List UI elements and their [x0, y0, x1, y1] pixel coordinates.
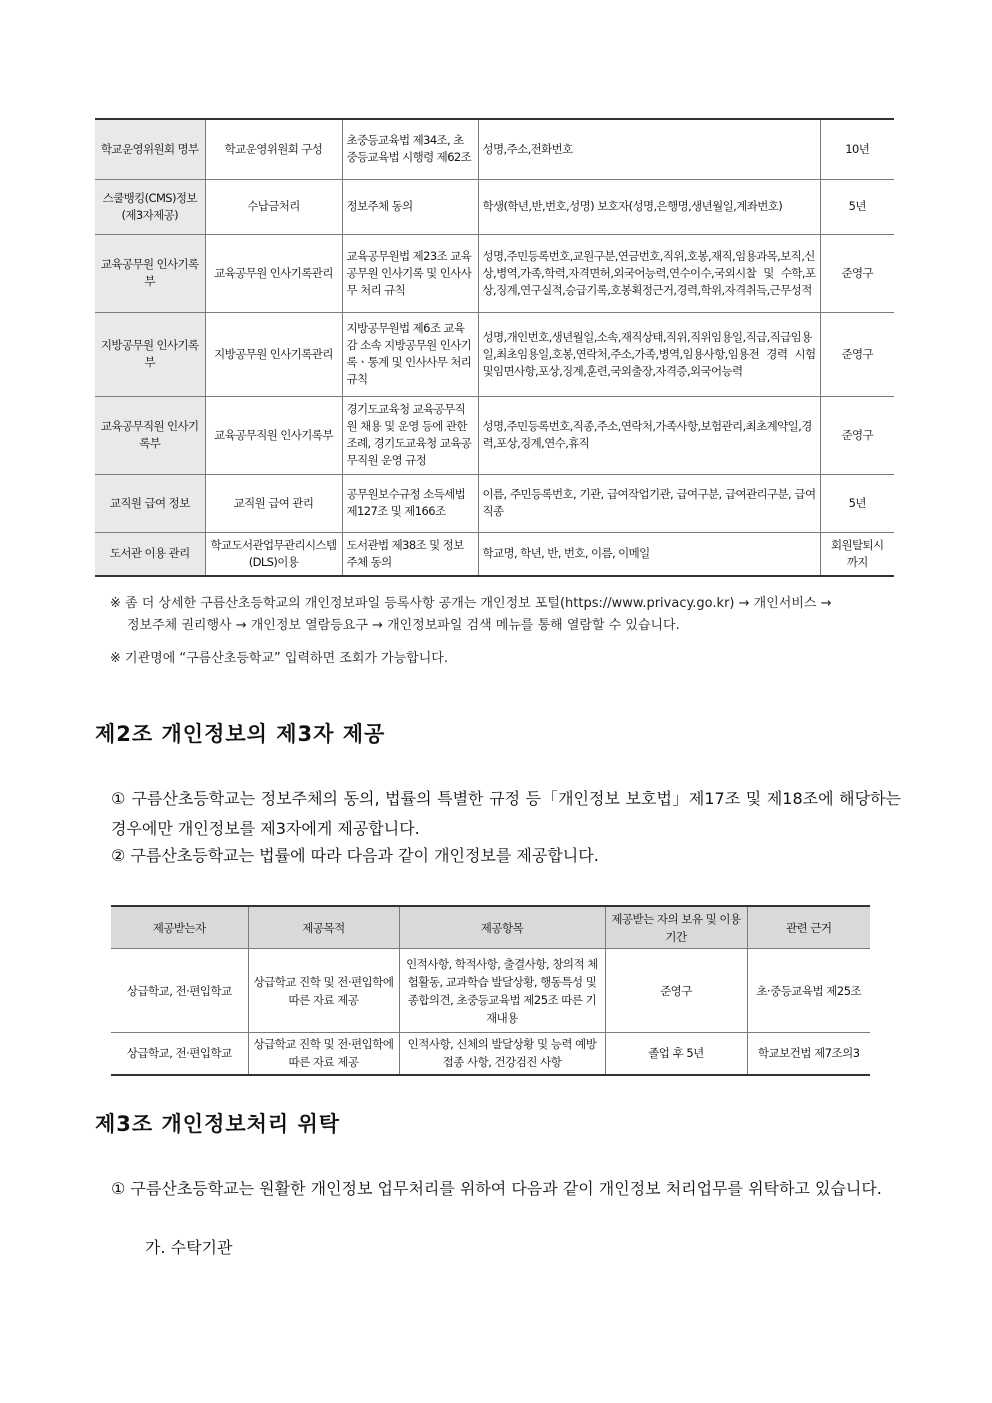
file-purpose-cell: 지방공무원 인사기록관리	[205, 312, 342, 396]
privacy-portal-note	[110, 593, 910, 637]
file-purpose-cell: 학교도서관업무관리시스템(DLS)이용	[205, 532, 342, 576]
file-basis-cell: 지방공무원법 제6조 교육감 소속 지방공무원 인사기록ㆍ통계 및 인사사무 처리 규칙	[342, 312, 478, 396]
file-basis-cell: 초중등교육법 제34조, 초중등교육법 시행령 제62조	[342, 119, 478, 179]
file-purpose-cell: 수납금처리	[205, 179, 342, 234]
basis-cell: 학교보건법 제7조의3	[747, 1033, 870, 1075]
file-name-cell: 도서관 이용 관리	[95, 532, 205, 576]
file-items-cell: 성명,주민등록번호,직종,주소,연락처,가족사항,보험관리,최초계약일,경력,포상,징계,연수,휴직	[478, 396, 820, 474]
file-name-cell: 학교운영위원회 명부	[95, 119, 205, 179]
column-header: 제공항목	[399, 906, 605, 949]
table-row	[95, 396, 894, 474]
file-name-cell: 스쿨뱅킹(CMS)정보 (제3자제공)	[95, 179, 205, 234]
table-row	[95, 312, 894, 396]
file-items-cell: 이름, 주민등록번호, 기관, 급여작업기관, 급여구분, 급여관리구분, 급여직종	[478, 474, 820, 532]
article-2-heading: 제2조 개인정보의 제3자 제공	[95, 722, 386, 746]
items-cell: 인적사항, 신체의 발달상황 및 능력 예방접종 사항, 건강검진 사항	[399, 1033, 605, 1075]
recipient-cell: 상급학교, 전·편입학교	[111, 949, 248, 1033]
file-name-cell: 교육공무원 인사기록부	[95, 234, 205, 312]
article-3-subitem: 가. 수탁기관	[145, 1238, 233, 1257]
file-name-cell: 지방공무원 인사기록부	[95, 312, 205, 396]
third-party-provision-table	[111, 905, 870, 1076]
file-basis-cell: 정보주체 동의	[342, 179, 478, 234]
period-cell: 준영구	[605, 949, 747, 1033]
table-row	[111, 1033, 870, 1075]
table-header-row	[111, 906, 870, 949]
article-3-heading: 제3조 개인정보처리 위탁	[95, 1112, 341, 1136]
file-period-cell: 준영구	[820, 312, 894, 396]
column-header: 제공받는 자의 보유 및 이용기간	[605, 906, 747, 949]
file-purpose-cell: 교육공무직원 인사기록부	[205, 396, 342, 474]
note-line: ※ 좀 더 상세한 구름산초등학교의 개인정보파일 등록사항 공개는 개인정보 포털(https://www.privacy.go.kr) → 개인서비스 →	[110, 596, 832, 611]
file-basis-cell: 공무원보수규정 소득세법 제127조 및 제166조	[342, 474, 478, 532]
article-2-paragraph-1: ① 구름산초등학교는 정보주체의 동의, 법률의 특별한 규정 등「개인정보 보호법」제17조 및 제18조에 해당하는 경우에만 개인정보를 제3자에게 제공합니다.	[111, 789, 901, 838]
file-items-cell: 학교명, 학년, 반, 번호, 이름, 이메일	[478, 532, 820, 576]
purpose-cell: 상급학교 진학 및 전·편입학에 따른 자료 제공	[248, 1033, 399, 1075]
purpose-cell: 상급학교 진학 및 전·편입학에 따른 자료 제공	[248, 949, 399, 1033]
file-name-cell: 교직원 급여 정보	[95, 474, 205, 532]
table-row	[95, 179, 894, 234]
basis-cell: 초·중등교육법 제25조	[747, 949, 870, 1033]
items-cell: 인적사항, 학적사항, 출결사항, 창의적 체험활동, 교과학습 발달상황, 행동특성 및 종합의견, 초중등교육법 제25조 따른 기재내용	[399, 949, 605, 1033]
file-basis-cell: 도서관법 제38조 및 정보주체 동의	[342, 532, 478, 576]
file-period-cell: 회원탈퇴시 까지	[820, 532, 894, 576]
column-header: 관련 근거	[747, 906, 870, 949]
table-row	[95, 474, 894, 532]
file-period-cell: 10년	[820, 119, 894, 179]
file-period-cell: 5년	[820, 179, 894, 234]
personal-info-files-table	[95, 118, 894, 577]
table-row	[111, 949, 870, 1033]
file-purpose-cell: 교육공무원 인사기록관리	[205, 234, 342, 312]
article-2-paragraph-2: ② 구름산초등학교는 법률에 따라 다음과 같이 개인정보를 제공합니다.	[111, 846, 599, 865]
period-cell: 졸업 후 5년	[605, 1033, 747, 1075]
search-note: ※ 기관명에 “구름산초등학교” 입력하면 조회가 가능합니다.	[110, 651, 448, 666]
table-row	[95, 532, 894, 576]
recipient-cell: 상급학교, 전·편입학교	[111, 1033, 248, 1075]
file-period-cell: 5년	[820, 474, 894, 532]
file-name-cell: 교육공무직원 인사기록부	[95, 396, 205, 474]
column-header: 제공목적	[248, 906, 399, 949]
file-basis-cell: 경기도교육청 교육공무직원 채용 및 운영 등에 관한 조례, 경기도교육청 교육공무직원 운영 규정	[342, 396, 478, 474]
file-basis-cell: 교육공무원법 제23조 교육공무원 인사기록 및 인사사무 처리 규칙	[342, 234, 478, 312]
article-3-paragraph-1: ① 구름산초등학교는 원활한 개인정보 업무처리를 위하여 다음과 같이 개인정보 처리업무를 위탁하고 있습니다.	[111, 1179, 882, 1198]
file-items-cell: 학생(학년,반,번호,성명) 보호자(성명,은행명,생년월일,계좌번호)	[478, 179, 820, 234]
column-header: 제공받는자	[111, 906, 248, 949]
file-items-cell: 성명,주소,전화번호	[478, 119, 820, 179]
file-period-cell: 준영구	[820, 234, 894, 312]
file-items-cell: 성명,개인번호,생년월일,소속,재직상태,직위,직위임용일,직급,직급임용일,최초임용일,호봉,연락처,주소,가족,병역,임용사항,임용전 경력 시험및임면사항,포상,징계,훈련,국외출장,자격증,외국어능력	[478, 312, 820, 396]
file-purpose-cell: 학교운영위원회 구성	[205, 119, 342, 179]
file-items-cell: 성명,주민등록번호,교원구분,연금번호,직위,호봉,재직,임용과목,보직,신상,병역,가족,학력,자격면허,외국어능력,연수이수,국외시찰 및 수학,포상,징계,연구실적,승급기록,호봉획정근거,경력,학위,자격취득,근무성적	[478, 234, 820, 312]
file-period-cell: 준영구	[820, 396, 894, 474]
table-row	[95, 234, 894, 312]
file-purpose-cell: 교직원 급여 관리	[205, 474, 342, 532]
note-line: 정보주체 권리행사 → 개인정보 열람등요구 → 개인정보파일 검색 메뉴를 통해 열람할 수 있습니다.	[127, 618, 680, 633]
table-row	[95, 119, 894, 179]
